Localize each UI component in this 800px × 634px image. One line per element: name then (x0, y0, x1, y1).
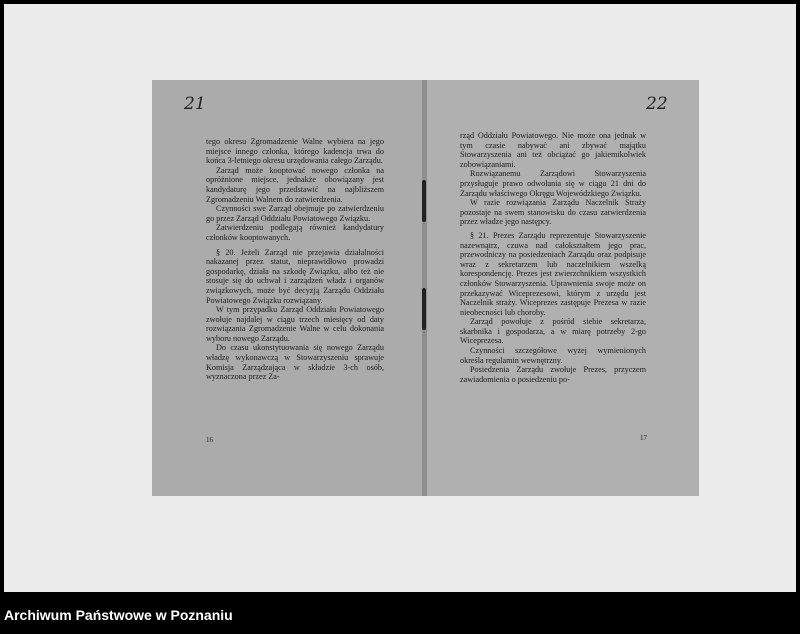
paragraph: tego okresu Zgromadzenie Walne wybiera na jego miejsce innego członka, którego kadencja trwa do końca 3-letniego okresu urzędowania całego Zarządu. (206, 137, 384, 166)
paragraph: Do czasu ukonstytuowania się nowego Zarządu władzę wykonawczą w Stowarzyszeniu sprawuje Komisja Zarządzająca w składzie 3-ch osób, wyznaczona przez Za- (206, 343, 384, 382)
paragraph: Zatwierdzeniu podlegają również kandydatury członków kooptowanych. (206, 223, 384, 242)
right-page (426, 80, 699, 496)
right-page-number: 17 (640, 434, 647, 442)
right-handwritten-number: 22 (646, 94, 668, 114)
paragraph: Czynności swe Zarząd obejmuje po zatwierdzeniu go przez Zarząd Oddziału Powiatowego Związku. (206, 204, 384, 223)
paragraph: W razie rozwiązania Zarządu Naczelnik Straży pozostaje na swem stanowisku do czasu zatwierdzenia przez władze jego następcy. (460, 198, 646, 227)
staple (422, 180, 426, 222)
paragraph: § 20. Jeżeli Zarząd nie przejawia działalności nakazanej przez statut, nieprawidłowo prowadzi gospodarkę, działa na szkodę Związku, albo też nie stosuje się do uchwał i zarządzeń władz i organów związkowych, może być decyzją Zarządu Oddziału Powiatowego Związku rozwiązany. (206, 247, 384, 305)
paragraph: rząd Oddziału Powiatowego. Nie może ona jednak w tym czasie nabywać ani zbywać majątku Stowarzyszenia ani też obciążać go jakiemikolwiek zobowiązaniami. (460, 131, 646, 169)
paragraph: Rozwiązanemu Zarządowi Stowarzyszenia przysługuje prawo odwołania się w ciągu 21 dni do Zarządu właściwego Okręgu Wojewódzkiego Związku. (460, 169, 646, 198)
paragraph: Posiedzenia Zarządu zwołuje Prezes, przyczem zawiadomienia o posiedzeniu po- (460, 365, 646, 384)
archive-label: Archiwum Państwowe w Poznaniu (4, 607, 233, 623)
paragraph: Zarząd powołuje z pośród siebie sekretarza, skarbnika i gospodarza, a w miarę potrzeby 2-go Wiceprezesa. (460, 317, 646, 346)
paragraph: W tym przypadku Zarząd Oddziału Powiatowego zwołuje najdalej w ciągu trzech miesięcy od daty rozwiązania Zgromadzenie Walne w celu dokonania wyboru nowego Zarządu. (206, 305, 384, 343)
left-page-number: 16 (206, 436, 213, 444)
paragraph: Czynności szczegółowe wyżej wymienionych określa regulamin wewnętrzny. (460, 346, 646, 365)
paragraph: § 21. Prezes Zarządu reprezentuje Stowarzyszenie nazewnątrz, czuwa nad całokształtem jego prac, przewodniczy na posiedzeniach Zarządu oraz podpisuje wraz z sekretarzem lub naczelnikiem wszelką korespondencję. Prezes jest zwierzchnikiem wszystkich członków Stowarzyszenia. Uprawnienia swoje może on przekazywać Wiceprezesowi, którym z urzędu jest Naczelnik straży. Wiceprezes zastępuje Prezesa w razie nieobecności lub choroby. (460, 230, 646, 317)
booklet (152, 80, 699, 496)
left-page-text (206, 137, 384, 382)
paragraph: Zarząd może kooptować nowego członka na opróżnione miejsce, jednakże obowiązany jest kandydaturę jego przedstawić na najbliższem Zgromadzeniu Walnem do zatwierdzenia. (206, 165, 384, 204)
scan-background (4, 4, 796, 592)
staple (422, 288, 426, 330)
left-handwritten-number: 21 (184, 94, 206, 114)
right-page-text (460, 131, 646, 384)
left-page (152, 80, 424, 496)
